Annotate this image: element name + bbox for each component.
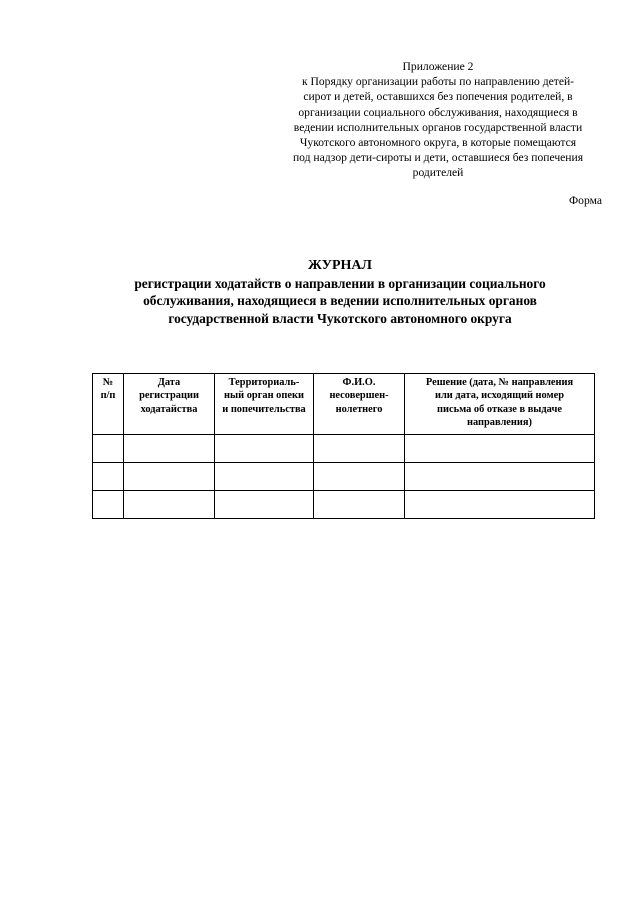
table-cell [215, 435, 314, 463]
table-cell [124, 463, 215, 491]
appendix-line: Чукотского автономного округа, в которые помещаются [299, 136, 577, 150]
appendix-line: родителей [412, 166, 464, 180]
appendix-line: организации социального обслуживания, находящиеся в [298, 105, 578, 119]
table-row [93, 435, 595, 463]
column-header-guardianship-authority: Территориаль- ный орган опеки и попечительства [215, 374, 314, 435]
appendix-line: к Порядку организации работы по направлению детей- [301, 75, 575, 89]
document-title [60, 257, 620, 327]
table-header-row [93, 374, 595, 435]
column-header-number: № п/п [93, 374, 124, 435]
column-header-decision: Решение (дата, № направления или дата, исходящий номер письма об отказе в выдаче направления) [405, 374, 595, 435]
table-cell [93, 435, 124, 463]
title-sub-line: регистрации ходатайств о направлении в организации социального [134, 276, 546, 291]
title-sub-line: обслуживания, находящиеся в ведении исполнительных органов [143, 293, 537, 309]
table-cell [215, 463, 314, 491]
table-cell [405, 435, 595, 463]
title-sub-line: государственной власти Чукотского автономного округа [168, 310, 512, 326]
appendix-line: сирот и детей, оставшихся без попечения родителей, в [303, 90, 573, 104]
appendix-line: ведении исполнительных органов государственной власти [293, 120, 583, 134]
table-row [93, 491, 595, 519]
title-main: ЖУРНАЛ [308, 258, 372, 273]
form-label: Форма [569, 194, 602, 207]
table-cell [314, 463, 405, 491]
table-cell [93, 463, 124, 491]
journal-table [92, 373, 595, 519]
appendix-note [268, 59, 608, 181]
table-row [93, 463, 595, 491]
table-cell [314, 491, 405, 519]
column-header-minor-name: Ф.И.О. несовершен- нолетнего [314, 374, 405, 435]
table-cell [93, 491, 124, 519]
table-cell [124, 491, 215, 519]
appendix-line: под надзор дети-сироты и дети, оставшиеся без попечения [292, 151, 584, 165]
table-cell [405, 463, 595, 491]
table-cell [124, 435, 215, 463]
table-cell [314, 435, 405, 463]
appendix-line: Приложение 2 [402, 60, 474, 73]
column-header-registration-date: Дата регистрации ходатайства [124, 374, 215, 435]
table-cell [215, 491, 314, 519]
table-cell [405, 491, 595, 519]
